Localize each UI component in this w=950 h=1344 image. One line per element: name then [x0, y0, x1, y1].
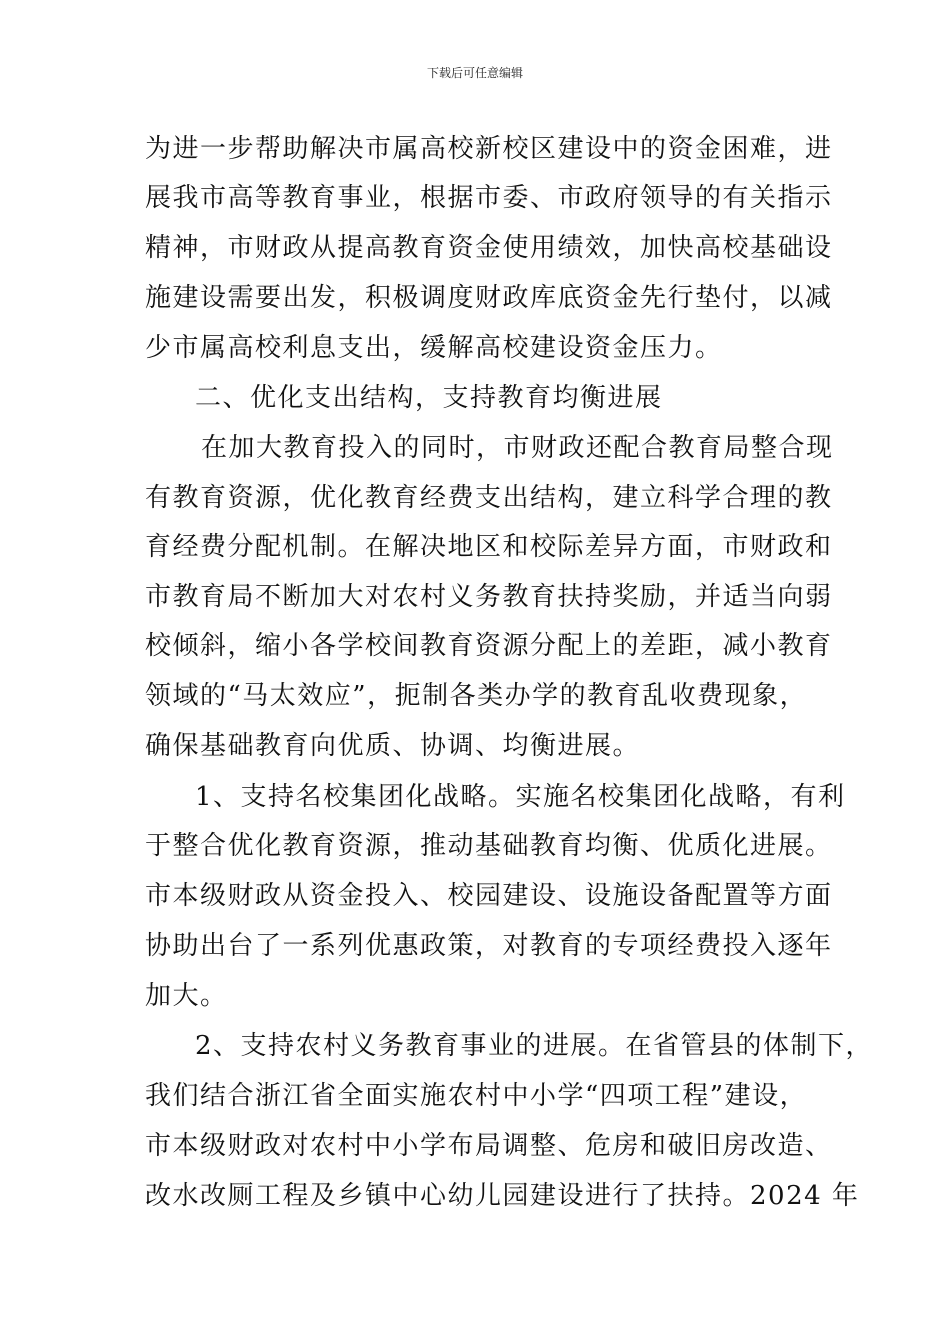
body-line: 展我市高等教育事业，根据市委、市政府领导的有关指示: [145, 183, 833, 213]
body-line: 1、支持名校集团化战略。实施名校集团化战略，有利: [195, 782, 846, 812]
section-heading: 二、优化支出结构，支持教育均衡进展: [195, 383, 663, 413]
body-line: 施建设需要出发，积极调度财政库底资金先行垫付，以减: [145, 283, 833, 313]
body-line: 领域的“马太效应”，扼制各类办学的教育乱收费现象，: [145, 681, 808, 711]
body-line: 在加大教育投入的同时，市财政还配合教育局整合现: [201, 433, 834, 463]
body-line: 2、支持农村义务教育事业的进展。在省管县的体制下，: [195, 1031, 874, 1061]
body-line: 有教育资源，优化教育经费支出结构，建立科学合理的教: [145, 483, 833, 513]
body-line: 市本级财政对农村中小学布局调整、危房和破旧房改造、: [145, 1131, 833, 1161]
body-line: 育经费分配机制。在解决地区和校际差异方面，市财政和: [145, 532, 833, 562]
body-line: 市教育局不断加大对农村义务教育扶持奖励，并适当向弱: [145, 582, 833, 612]
body-line: 协助出台了一系列优惠政策，对教育的专项经费投入逐年: [145, 931, 833, 961]
body-line: 加大。: [145, 981, 228, 1011]
body-line: 少市属高校利息支出，缓解高校建设资金压力。: [145, 333, 723, 363]
body-line: 我们结合浙江省全面实施农村中小学“四项工程”建设，: [145, 1081, 808, 1111]
body-line: 为进一步帮助解决市属高校新校区建设中的资金困难，进: [145, 134, 833, 164]
body-line: 精神，市财政从提高教育资金使用绩效，加快高校基础设: [145, 233, 833, 263]
body-line: 校倾斜，缩小各学校间教育资源分配上的差距，减小教育: [145, 631, 833, 661]
body-line: 改水改厕工程及乡镇中心幼儿园建设进行了扶持。2024 年: [145, 1181, 860, 1211]
body-line: 确保基础教育向优质、协调、均衡进展。: [145, 731, 641, 761]
body-line: 市本级财政从资金投入、校园建设、设施设备配置等方面: [145, 881, 833, 911]
body-line: 于整合优化教育资源，推动基础教育均衡、优质化进展。: [145, 831, 833, 861]
header-note: 下载后可任意编辑: [426, 66, 523, 80]
